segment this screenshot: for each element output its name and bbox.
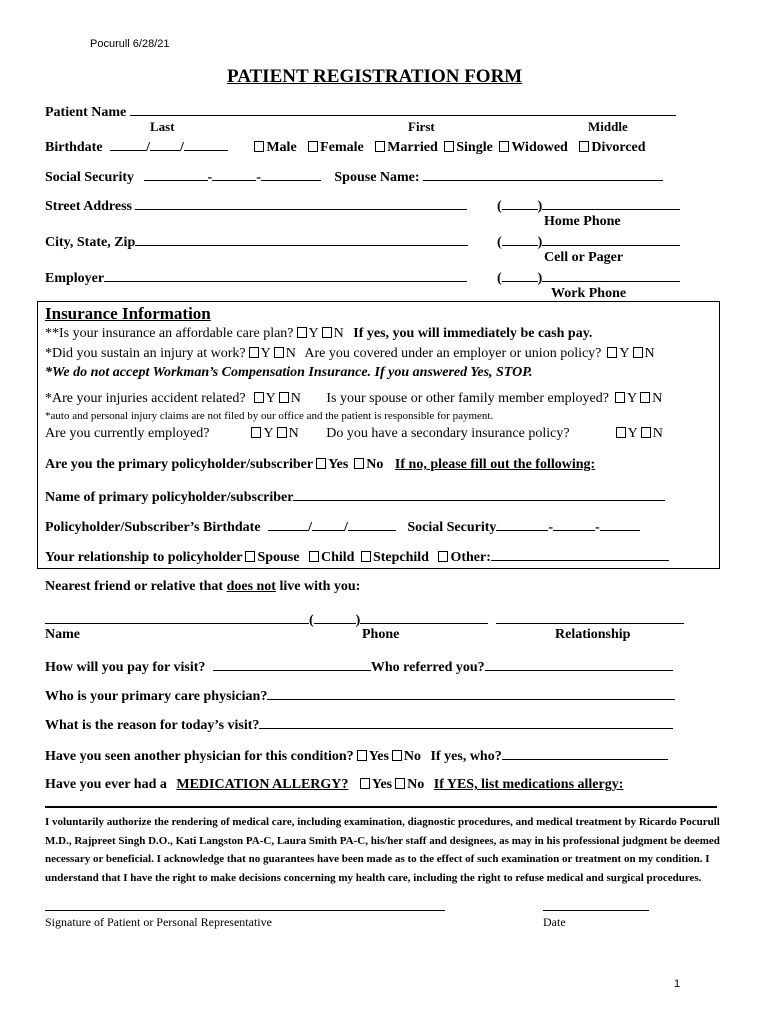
insurance-q1-row: **Is your insurance an affordable care plan? Y N If yes, you will immediately be cash pay. [45,326,593,341]
seen-physician-row: Have you seen another physician for this condition? Yes No If yes, who? [45,746,668,765]
nearest-phone-caption: Phone [362,627,400,642]
patient-name-row [45,102,676,121]
allergy-row: Have you ever had a MEDICATION ALLERGY? Yes No If YES, list medications allergy: [45,777,624,792]
street-field[interactable] [135,196,467,210]
work-phone-caption: Work Phone [551,286,627,301]
pcp-field[interactable] [267,686,675,700]
allergy-yes-checkbox[interactable] [360,778,370,789]
q3b-no-checkbox[interactable] [640,392,650,403]
last-caption: Last [150,119,175,134]
home-phone-caption: Home Phone [544,214,621,229]
patient-name-field[interactable] [130,102,676,116]
holder-ssn-part3-field[interactable] [600,517,640,531]
insurance-heading: Insurance Information [45,304,211,323]
holder-name-row: Name of primary policyholder/subscriber [45,487,665,506]
street-label: Street Address [45,199,132,214]
seen-no-checkbox[interactable] [392,750,402,761]
male-checkbox[interactable] [254,141,264,152]
street-row [45,196,467,215]
first-caption: First [408,119,435,134]
ssn-part2-field[interactable] [212,167,256,181]
nearest-relative-heading: Nearest friend or relative that does not live with you: [45,579,361,594]
q2-yes-checkbox[interactable] [249,347,259,358]
primary-yes-checkbox[interactable] [316,458,326,469]
insurance-q4-row: Are you currently employed? Y N Do you have a secondary insurance policy? Y N [45,426,663,441]
primary-no-checkbox[interactable] [354,458,364,469]
patient-name-label: Patient Name [45,105,127,120]
holder-name-field[interactable] [293,487,665,501]
page-number: 1 [674,978,681,990]
other-checkbox[interactable] [438,551,448,562]
q3-no-checkbox[interactable] [279,392,289,403]
middle-caption: Middle [588,119,628,134]
work-phone-field[interactable]: ( ) [497,268,680,287]
married-checkbox[interactable] [375,141,385,152]
seen-yes-checkbox[interactable] [357,750,367,761]
insurance-q2-row: *Did you sustain an injury at work? Y N Are you covered under an employer or union policy? Y N [45,346,655,361]
nearest-relationship-caption: Relationship [555,627,631,642]
employer-label: Employer [45,271,105,286]
spouse-name-label: Spouse Name: [334,170,420,185]
cell-phone-field[interactable]: ( ) [497,232,680,251]
q1-yes-checkbox[interactable] [297,327,307,338]
holder-ssn-part1-field[interactable] [496,517,548,531]
date-caption: Date [543,915,566,929]
ssn-part3-field[interactable] [261,167,321,181]
signature-caption: Signature of Patient or Personal Representative [45,915,272,929]
q1-no-checkbox[interactable] [322,327,332,338]
other-physician-field[interactable] [502,746,668,760]
date-line[interactable] [543,910,649,911]
ssn-label: Social Security [45,170,135,185]
holder-birthdate-row: Policyholder/Subscriber’s Birthdate / / Social Security - - [45,517,640,536]
holder-birth-day-field[interactable] [312,517,344,531]
allergy-no-checkbox[interactable] [395,778,405,789]
birthdate-row: Birthdate / / Male Female Married Single Widowed Divorced [45,137,646,156]
employer-field[interactable] [104,268,467,282]
q4-yes-checkbox[interactable] [251,427,261,438]
nearest-phone-field[interactable] [360,610,488,624]
spouse-name-field[interactable] [423,167,663,181]
other-relationship-field[interactable] [491,547,669,561]
home-phone-field[interactable]: ( ) [497,196,680,215]
consent-paragraph: I voluntarily authorize the rendering of medical care, including examination, diagnostic procedures, and medical treatment by Ricardo Pocurull M.D., Rajpreet Singh D.O., Kati Langston PA-C, Laura Smith PA-C, his/her staff and designees, as may in his professional judgment be deemed necessary or beneficial. I acknowledge that no guarantees have been made as to the effect of such examination or treatment on my condition. I understand that I have the right to make decisions concerning my health care, including the right to refuse medical and surgical procedures. [45,816,720,884]
ssn-part1-field[interactable] [144,167,208,181]
single-checkbox[interactable] [444,141,454,152]
holder-birth-year-field[interactable] [348,517,396,531]
q4b-no-checkbox[interactable] [641,427,651,438]
q4-no-checkbox[interactable] [277,427,287,438]
pcp-row: Who is your primary care physician? [45,686,675,705]
signature-line[interactable] [45,910,445,911]
reason-field[interactable] [259,715,673,729]
holder-ssn-part2-field[interactable] [553,517,595,531]
nearest-name-caption: Name [45,627,80,642]
q2b-no-checkbox[interactable] [633,347,643,358]
female-checkbox[interactable] [308,141,318,152]
primary-holder-row: Are you the primary policyholder/subscriber Yes No If no, please fill out the following: [45,457,596,472]
reason-row: What is the reason for today’s visit? [45,715,673,734]
pay-method-field[interactable] [213,657,371,671]
birth-month-field[interactable] [110,137,146,151]
relationship-row: Your relationship to policyholder Spouse Child Stepchild Other: [45,547,669,566]
q4b-yes-checkbox[interactable] [616,427,626,438]
cell-phone-caption: Cell or Pager [544,250,624,265]
child-checkbox[interactable] [309,551,319,562]
ssn-row: Social Security - - Spouse Name: [45,167,663,186]
auto-claims-note: *auto and personal injury claims are not filed by our office and the patient is responsible for payment. [45,410,494,422]
birth-year-field[interactable] [184,137,228,151]
widowed-checkbox[interactable] [499,141,509,152]
city-label: City, State, Zip [45,235,136,250]
nearest-name-field[interactable] [45,610,309,624]
city-row [45,232,468,251]
q3b-yes-checkbox[interactable] [615,392,625,403]
holder-birth-month-field[interactable] [268,517,308,531]
nearest-area-code-field[interactable] [314,610,356,624]
insurance-q3-row: *Are your injuries accident related? Y N Is your spouse or other family member employed? Y N [45,391,663,406]
employer-row [45,268,467,287]
allergy-list-field[interactable] [45,806,717,808]
page-title: PATIENT REGISTRATION FORM [227,66,523,87]
divorced-checkbox[interactable] [579,141,589,152]
nearest-relationship-field[interactable] [496,610,684,624]
birthdate-label: Birthdate [45,140,103,155]
birth-day-field[interactable] [150,137,180,151]
header-note: Pocurull 6/28/21 [90,38,170,50]
city-field[interactable] [135,232,468,246]
q2-no-checkbox[interactable] [274,347,284,358]
q2b-yes-checkbox[interactable] [607,347,617,358]
referred-by-field[interactable] [485,657,673,671]
workmans-comp-notice: *We do not accept Workman’s Compensation Insurance. If you answered Yes, STOP. [45,365,533,380]
q3-yes-checkbox[interactable] [254,392,264,403]
spouse-checkbox[interactable] [245,551,255,562]
stepchild-checkbox[interactable] [361,551,371,562]
nearest-relative-fields: ( ) [45,610,684,629]
pay-row: How will you pay for visit? Who referred you? [45,657,673,676]
